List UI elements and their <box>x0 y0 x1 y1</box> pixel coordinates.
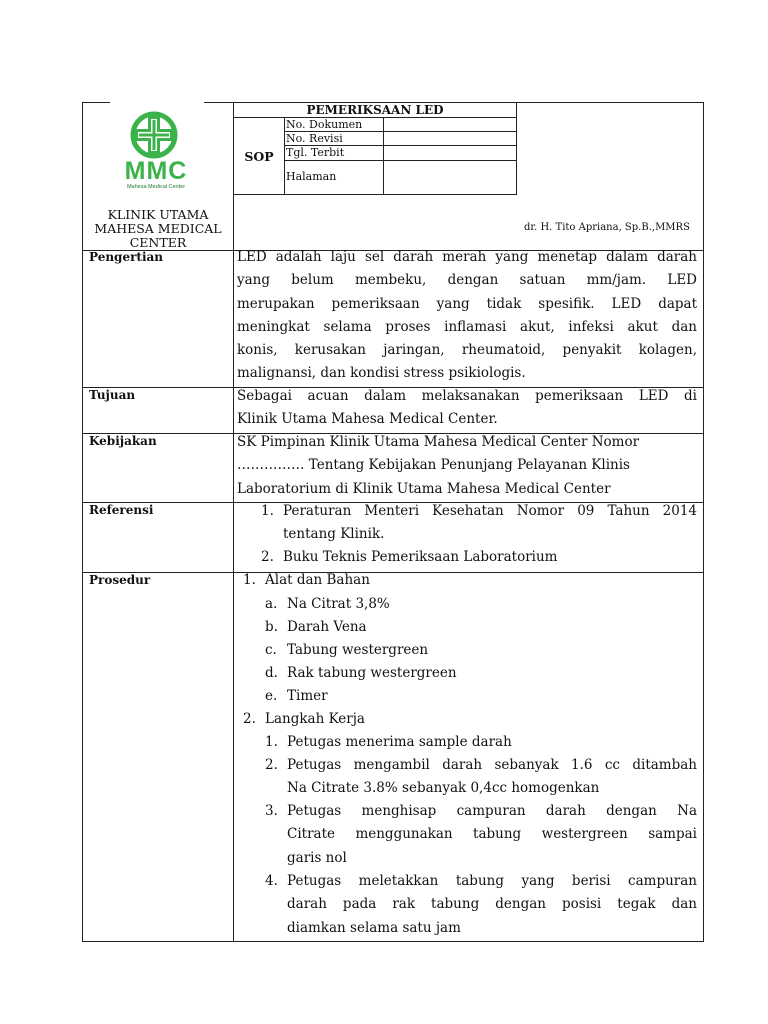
text-line: Laboratorium di Klinik Utama Mahesa Medical Center <box>237 480 611 497</box>
clinic-name <box>83 208 233 250</box>
text-line: merupakan pemeriksaan yang tidak spesifik. LED dapat <box>237 295 697 312</box>
text-line: SK Pimpinan Klinik Utama Mahesa Medical Center Nomor <box>237 434 640 450</box>
step-num: 3. <box>265 803 278 819</box>
material-item: Rak tabung westergreen <box>287 665 457 681</box>
field-no-revisi: No. Revisi <box>286 132 343 145</box>
field-tgl-terbit: Tgl. Terbit <box>286 146 345 159</box>
prosedur-step-num: 1. <box>243 572 256 588</box>
referensi-item: Buku Teknis Pemeriksaan Laboratorium <box>283 549 558 565</box>
text-line: diamkan selama satu jam <box>287 919 461 936</box>
referensi-num: 2. <box>261 549 274 565</box>
text-line: darah pada rak tabung dengan posisi tegak dan <box>287 896 697 913</box>
text-line: garis nol <box>287 849 347 866</box>
label-kebijakan: Kebijakan <box>89 434 157 448</box>
logo-text: MMC <box>124 157 188 185</box>
text-line: yang belum membeku, dengan satuan mm/jam. LED <box>237 272 697 289</box>
sop-label: SOP <box>244 149 274 164</box>
referensi-num: 1. <box>261 503 274 519</box>
step-item <box>287 754 697 801</box>
text-line: Na Citrate 3.8% sebanyak 0,4cc homogenkan <box>287 780 600 797</box>
label-pengertian: Pengertian <box>89 250 164 264</box>
text-line: Petugas mengambil darah sebanyak 1.6 cc ditambah <box>287 757 697 773</box>
material-num: c. <box>265 642 277 658</box>
material-num: e. <box>265 688 278 704</box>
material-num: b. <box>265 619 278 635</box>
text-line: Petugas meletakkan tabung yang berisi campuran <box>287 873 697 889</box>
prosedur-step-title: Langkah Kerja <box>265 711 365 727</box>
field-halaman: Halaman <box>286 170 337 183</box>
text-line: LED adalah laju sel darah merah yang menetap dalam darah <box>237 249 697 265</box>
prosedur-step-num: 2. <box>243 711 256 727</box>
clinic-name-line: KLINIK UTAMA <box>107 207 209 222</box>
text-line: Petugas menghisap campuran darah dengan Na <box>287 803 697 819</box>
step-item <box>287 800 697 870</box>
field-no-dokumen: No. Dokumen <box>286 118 363 131</box>
step-num: 4. <box>265 873 278 889</box>
tujuan-text <box>237 385 697 432</box>
text-line: Peraturan Menteri Kesehatan Nomor 09 Tahun 2014 <box>283 503 697 519</box>
text-line: konis, kerusakan jaringan, rheumatoid, penyakit kolagen, <box>237 342 697 359</box>
text-line: Klinik Utama Mahesa Medical Center. <box>237 411 498 428</box>
material-item: Na Citrat 3,8% <box>287 596 390 612</box>
label-referensi: Referensi <box>89 503 154 517</box>
material-item: Darah Vena <box>287 619 367 635</box>
text-line: …………… Tentang Kebijakan Penunjang Pelayanan Klinis <box>237 457 630 474</box>
clinic-name-line: CENTER <box>129 235 187 250</box>
document-title: PEMERIKSAAN LED <box>306 103 444 117</box>
material-item: Tabung westergreen <box>287 642 429 658</box>
material-num: d. <box>265 665 278 681</box>
step-item <box>287 870 697 940</box>
text-line: tentang Klinik. <box>283 526 385 543</box>
text-line: meningkat selama proses inflamasi akut, infeksi akut dan <box>237 318 697 335</box>
material-item: Timer <box>287 688 328 704</box>
logo-subtext: Mahesa Medical Center <box>126 184 186 190</box>
text-line: Citrate menggunakan tabung westergreen sampai <box>287 826 697 843</box>
kebijakan-text <box>237 431 697 501</box>
step-item: Petugas menerima sample darah <box>287 734 512 750</box>
prosedur-step-title: Alat dan Bahan <box>265 572 370 588</box>
signatory-name: dr. H. Tito Apriana, Sp.B.,MMRS <box>524 222 690 233</box>
text-line: malignansi, dan kondisi stress psikiologis. <box>237 365 526 382</box>
text-line: Sebagai acuan dalam melaksanakan pemeriksaan LED di <box>237 388 697 404</box>
step-num: 1. <box>265 734 278 750</box>
label-tujuan: Tujuan <box>89 388 136 402</box>
clinic-logo <box>114 106 198 190</box>
clinic-name-line: MAHESA MEDICAL <box>94 221 222 236</box>
step-num: 2. <box>265 757 278 773</box>
material-num: a. <box>265 596 278 612</box>
label-prosedur: Prosedur <box>89 573 151 587</box>
pengertian-text <box>237 246 697 386</box>
referensi-item <box>283 500 697 547</box>
